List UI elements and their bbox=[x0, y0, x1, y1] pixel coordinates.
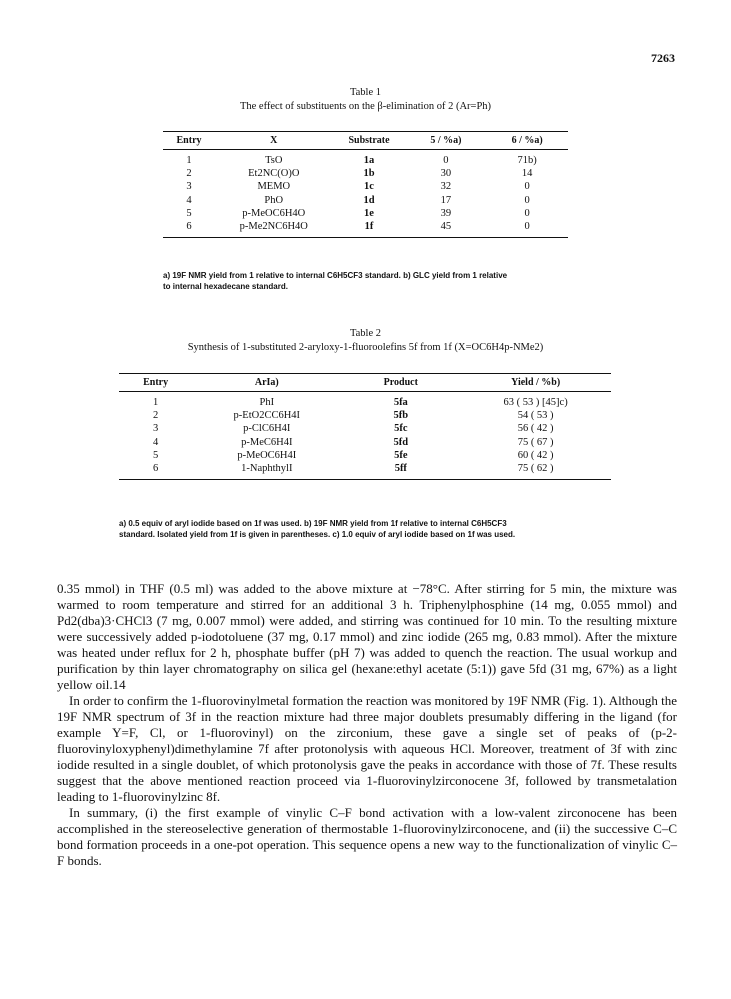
yield-cell: 60 ( 42 ) bbox=[517, 449, 554, 461]
entry-cell: 4 bbox=[152, 436, 159, 448]
table2-label: Table 2 bbox=[349, 328, 382, 339]
substrate-cell: 1c bbox=[364, 181, 374, 193]
table1-footnote-line1: a) 19F NMR yield from 1 relative to internal C6H5CF3 standard. b) GLC yield from 1 relative bbox=[163, 271, 508, 280]
table-row bbox=[119, 409, 611, 422]
yield-cell: 75 ( 62 ) bbox=[460, 462, 611, 480]
x-cell: TsO bbox=[265, 155, 283, 166]
yield-cell: 63 ( 53 ) [45]c) bbox=[503, 397, 568, 408]
table2-header-ari: ArIa) bbox=[192, 374, 341, 392]
table2-header-yield: Yield / %b) bbox=[460, 374, 611, 392]
table1-header-substrate: Substrate bbox=[333, 132, 406, 150]
ari-cell: p-ClC6H4I bbox=[243, 423, 291, 435]
x-cell: p-MeOC6H4O bbox=[242, 207, 306, 219]
table2-footnote-line2: standard. Isolated yield from 1f is given in parentheses. c) 1.0 equiv of aryl iodide based on 1f was used. bbox=[119, 530, 516, 539]
x-cell: MEMO bbox=[257, 181, 291, 193]
entry-cell: 6 bbox=[163, 220, 215, 238]
table2-header-row bbox=[119, 374, 611, 392]
entry-cell: 6 bbox=[119, 462, 192, 480]
table-row bbox=[163, 180, 568, 193]
table-row bbox=[163, 150, 568, 168]
ari-cell: PhI bbox=[259, 397, 275, 408]
yield5-cell: 30 bbox=[440, 168, 452, 180]
table1-label: Table 1 bbox=[349, 87, 382, 98]
table1 bbox=[163, 131, 568, 238]
table2-footnote-line1: a) 0.5 equiv of aryl iodide based on 1f was used. b) 19F NMR yield from 1f relative to internal C6H5CF3 bbox=[119, 519, 507, 528]
yield6-cell: 0 bbox=[486, 220, 568, 238]
product-cell: 5ff bbox=[341, 462, 460, 480]
yield5-cell: 45 bbox=[406, 220, 487, 238]
table1-header-x: X bbox=[215, 132, 332, 150]
entry-cell: 3 bbox=[152, 423, 159, 435]
entry-cell: 1 bbox=[152, 397, 159, 408]
table1-title: The effect of substituents on the β-elimination of 2 (Ar=Ph) bbox=[239, 101, 492, 112]
table2-footnote bbox=[119, 518, 619, 540]
yield6-cell: 0 bbox=[524, 194, 530, 206]
table-row bbox=[163, 194, 568, 207]
body-paragraph-3: In summary, (i) the first example of vinylic C–F bond activation with a low-valent zirconocene has been accomplished in the stereoselective generation of thermostable 1-fluorovinylzirconocene, and (ii) the successive C–C bond formation proceeds in a one-pot operation. This sequence opens a new way to the functionalization of vinylic C–F bonds. bbox=[57, 805, 677, 868]
table1-header-yield5: 5 / %a) bbox=[406, 132, 487, 150]
entry-cell: 5 bbox=[186, 207, 192, 219]
entry-cell: 2 bbox=[186, 168, 192, 180]
yield-cell: 75 ( 67 ) bbox=[517, 436, 554, 448]
product-cell: 5fd bbox=[393, 436, 409, 448]
product-cell: 5fc bbox=[394, 423, 408, 435]
x-cell: Et2NC(O)O bbox=[248, 168, 300, 180]
yield5-cell: 0 bbox=[443, 155, 449, 166]
product-cell: 5fb bbox=[393, 410, 409, 422]
table2-header-entry: Entry bbox=[119, 374, 192, 392]
substrate-cell: 1f bbox=[333, 220, 406, 238]
table2 bbox=[119, 373, 611, 480]
substrate-cell: 1e bbox=[364, 207, 374, 219]
table-row bbox=[163, 220, 568, 238]
ari-cell: p-MeOC6H4I bbox=[237, 449, 297, 461]
substrate-cell: 1a bbox=[363, 155, 375, 166]
table-row bbox=[119, 449, 611, 462]
entry-cell: 5 bbox=[152, 449, 159, 461]
yield6-cell: 71b) bbox=[517, 155, 537, 166]
table-row bbox=[163, 207, 568, 220]
table1-header-entry: Entry bbox=[163, 132, 215, 150]
yield-cell: 54 ( 53 ) bbox=[517, 410, 554, 422]
table1-header-row bbox=[163, 132, 568, 150]
product-cell: 5fa bbox=[393, 397, 408, 408]
x-cell: PhO bbox=[264, 194, 284, 206]
entry-cell: 4 bbox=[186, 194, 192, 206]
yield6-cell: 0 bbox=[524, 181, 530, 193]
table1-footnote-line2: to internal hexadecane standard. bbox=[163, 282, 288, 291]
table-row bbox=[119, 422, 611, 435]
ari-cell: 1-NaphthylI bbox=[192, 462, 341, 480]
table1-header-yield6: 6 / %a) bbox=[486, 132, 568, 150]
table2-caption bbox=[0, 327, 731, 355]
table-row bbox=[163, 167, 568, 180]
page-number: 7263 bbox=[651, 51, 675, 65]
table2-header-product: Product bbox=[341, 374, 460, 392]
x-cell: p-Me2NC6H4O bbox=[215, 220, 332, 238]
substrate-cell: 1b bbox=[363, 168, 375, 180]
yield5-cell: 39 bbox=[440, 207, 452, 219]
substrate-cell: 1d bbox=[363, 194, 375, 206]
yield5-cell: 32 bbox=[440, 181, 452, 193]
product-cell: 5fe bbox=[394, 449, 408, 461]
entry-cell: 2 bbox=[152, 410, 159, 422]
yield6-cell: 14 bbox=[521, 168, 533, 180]
body-text bbox=[57, 581, 677, 869]
yield-cell: 56 ( 42 ) bbox=[517, 423, 554, 435]
table-row bbox=[119, 436, 611, 449]
body-paragraph-2: In order to confirm the 1-fluorovinylmetal formation the reaction was monitored by 19F NMR (Fig. 1). Although the 19F NMR spectrum of 3f in the reaction mixture had three major doublets presumably differing in the ligand (for example Y=F, Cl, or 1-fluorovinyl) on the zirconium, these gave a single set of peaks of (p-2-fluorovinyloxyphenyl)dimethylamine 7f after protonolysis with aqueous HCl. Moreover, treatment of 3f with zinc iodide resulted in a single doublet, of which protonolysis gave the peaks in accordance with those of 7f. These results suggest that the above mentioned reaction proceed via 1-fluorovinylzirconocene 3f, followed by transmetalation leading to 1-fluorovinylzinc 8f. bbox=[57, 693, 677, 804]
table-row bbox=[119, 392, 611, 410]
ari-cell: p-EtO2CC6H4I bbox=[233, 410, 301, 422]
table1-caption bbox=[0, 86, 731, 114]
body-paragraph-1: 0.35 mmol) in THF (0.5 ml) was added to the above mixture at −78°C. After stirring for 5 min, the mixture was warmed to room temperature and stirred for an additional 3 h. Triphenylphosphine (14 mg, 0.055 mmol) and Pd2(dba)3·CHCl3 (7 mg, 0.007 mmol) were added, and stirring was continued for 10 min. To the resulting mixture were successively added p-iodotoluene (37 mg, 0.17 mmol) and zinc iodide (265 mg, 0.83 mmol). After the mixture was heated under reflux for 2 h, phosphate buffer (pH 7) was added to quench the reaction. The usual workup and purification by thin layer chromatography on silica gel (hexane:ethyl acetate (5:1)) gave 5fd (31 mg, 67%) as a light yellow oil.14 bbox=[57, 581, 677, 692]
entry-cell: 3 bbox=[186, 181, 192, 193]
ari-cell: p-MeC6H4I bbox=[241, 436, 293, 448]
table2-title: Synthesis of 1-substituted 2-aryloxy-1-fluoroolefins 5f from 1f (X=OC6H4p-NMe2) bbox=[187, 342, 544, 353]
yield6-cell: 0 bbox=[524, 207, 530, 219]
table-row bbox=[119, 462, 611, 480]
table1-footnote bbox=[163, 270, 583, 292]
entry-cell: 1 bbox=[186, 155, 192, 166]
yield5-cell: 17 bbox=[440, 194, 452, 206]
